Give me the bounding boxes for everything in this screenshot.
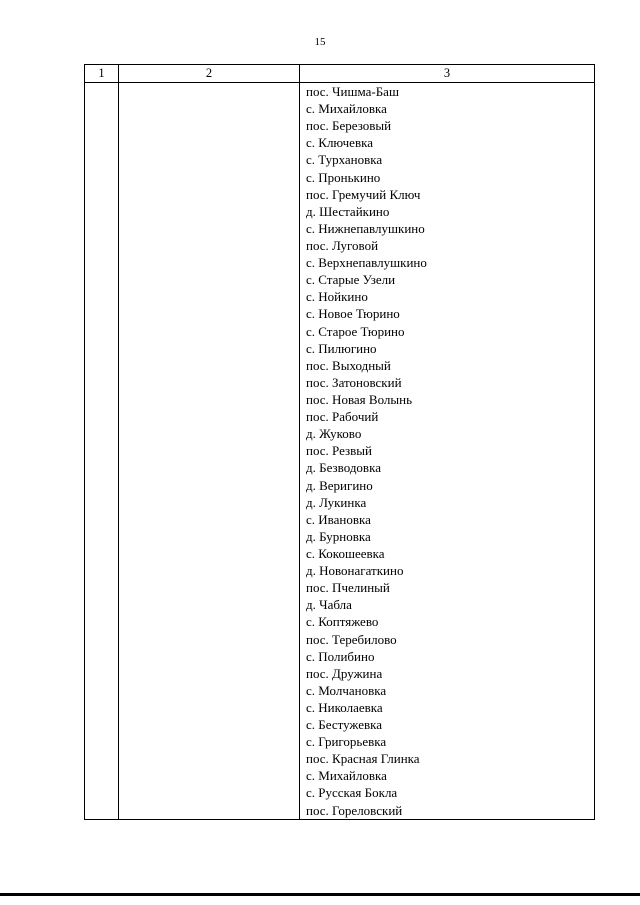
settlement-item: пос. Пчелиный [306, 580, 390, 596]
settlement-item: пос. Чишма-Баш [306, 84, 399, 99]
settlement-item: с. Новое Тюрино [306, 306, 400, 322]
column-2-cell [119, 83, 300, 820]
settlement-item: д. Новонагаткино [306, 563, 404, 579]
settlement-item: с. Михайловка [306, 101, 387, 117]
settlement-item: с. Бестужевка [306, 717, 383, 733]
settlement-item: д. Шестайкино [306, 203, 390, 219]
settlement-item: с. Ивановка [306, 511, 371, 527]
settlement-item: с. Нижнепавлушкино [306, 220, 425, 236]
settlements-list-cell [300, 83, 595, 820]
settlement-item: с. Григорьевка [306, 734, 387, 750]
settlement-item: пос. Березовый [306, 118, 392, 134]
settlement-item: пос. Гремучий Ключ [306, 186, 421, 202]
settlement-item: с. Нойкино [306, 289, 368, 305]
column-1-cell [85, 83, 119, 820]
settlement-item: д. Безводовка [306, 460, 381, 476]
settlement-item: пос. Теребилово [306, 631, 397, 647]
page-number: 15 [314, 36, 326, 48]
settlement-item: пос. Гореловский [306, 802, 403, 818]
column-header-2: 2 [119, 65, 300, 83]
column-header-1: 1 [85, 65, 119, 83]
table-header-row [85, 65, 595, 83]
settlement-item: с. Полибино [306, 648, 375, 664]
settlement-item: с. Турхановка [306, 152, 383, 168]
settlement-item: с. Пронькино [306, 169, 381, 185]
settlement-item: с. Старое Тюрино [306, 323, 405, 339]
table-row [85, 83, 595, 820]
settlement-item: с. Старые Узели [306, 272, 396, 288]
settlement-item: с. Кокошеевка [306, 545, 385, 561]
settlements-list [306, 83, 594, 819]
settlement-item: пос. Луговой [306, 237, 379, 253]
settlement-item: с. Николаевка [306, 699, 383, 715]
settlement-item: с. Верхнепавлушкино [306, 255, 427, 271]
settlement-item: пос. Резвый [306, 443, 373, 459]
column-header-3: 3 [300, 65, 595, 83]
settlement-item: пос. Рабочий [306, 409, 379, 425]
settlement-item: пос. Выходный [306, 357, 391, 373]
settlement-item: пос. Новая Волынь [306, 391, 413, 407]
settlement-item: с. Ключевка [306, 135, 373, 151]
settlement-item: пос. Затоновский [306, 374, 402, 390]
settlement-item: с. Молчановка [306, 682, 387, 698]
bottom-rule [0, 893, 640, 896]
settlements-table [84, 64, 595, 820]
settlement-item: с. Пилюгино [306, 340, 377, 356]
settlement-item: с. Михайловка [306, 768, 387, 784]
settlement-item: д. Чабла [306, 597, 352, 613]
settlement-item: д. Лукинка [306, 494, 367, 510]
settlement-item: д. Жуково [306, 426, 362, 442]
settlement-item: с. Коптяжево [306, 614, 379, 630]
settlement-item: с. Русская Бокла [306, 785, 398, 801]
settlement-item: д. Веригино [306, 477, 373, 493]
settlement-item: пос. Дружина [306, 665, 383, 681]
settlement-item: д. Бурновка [306, 528, 371, 544]
settlement-item: пос. Красная Глинка [306, 751, 420, 767]
